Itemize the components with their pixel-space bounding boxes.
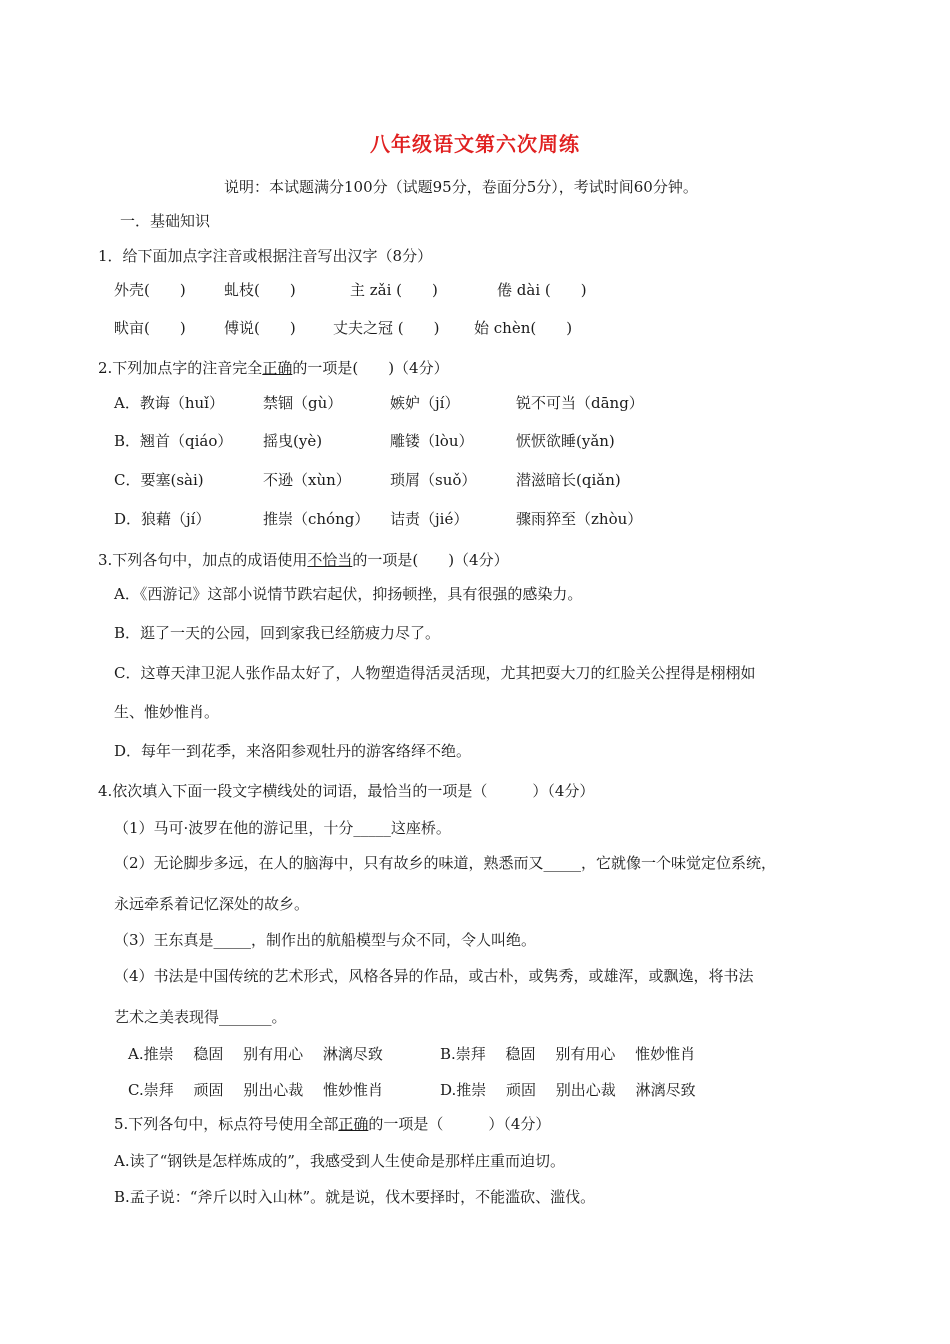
q2-option: 诘责（jié） [390,510,469,528]
q2-option: B．翘首（qiáo） [114,432,233,450]
q2-option: 不逊（xùn） [263,471,351,489]
q4-option: B.崇拜 稳固 别有用心 惟妙惟肖 [440,1045,696,1063]
q1-item: 畎亩( ) [114,319,186,337]
question-3-stem: 3.下列各句中，加点的成语使用不恰当的一项是( )（4分） [98,551,509,569]
q2-option: 摇曳(yè) [263,432,323,450]
q4-sentence-2: （2）无论脚步多远，在人的脑海中，只有故乡的味道，熟悉而又_____，它就像一个味觉定位系统， [114,854,777,872]
q2-option: 雕镂（lòu） [390,432,474,450]
q1-item: 丈夫之冠 ( ) [333,319,440,337]
question-2-stem: 2.下列加点字的注音完全正确的一项是( )（4分） [98,359,449,377]
q3-option-c-cont: 生、惟妙惟肖。 [114,703,220,721]
q2-option: 禁锢（gù） [263,394,343,412]
q2-option: 锐不可当（dāng） [516,394,644,412]
q2-option: 推崇（chóng） [263,510,370,528]
page-title: 八年级语文第六次周练 [370,132,580,156]
q2-option: 琐屑（suǒ） [390,471,477,489]
q4-option: A.推崇 稳固 别有用心 淋漓尽致 [128,1045,383,1063]
q2-option: D．狼藉（jí） [114,510,211,528]
question-1-stem: 1．给下面加点字注音或根据注音写出汉字（8分） [98,247,433,265]
q3-option-d: D．每年一到花季，来洛阳参观牡丹的游客络绎不绝。 [114,742,472,760]
question-4-stem: 4.依次填入下面一段文字横线处的词语，最恰当的一项是（ ）（4分） [98,782,595,800]
exam-note: 说明：本试题满分100分（试题95分，卷面分5分），考试时间60分钟。 [224,178,698,196]
q4-sentence-4: （4）书法是中国传统的艺术形式，风格各异的作品，或古朴，或隽秀，或雄浑，或飘逸，将书法 [114,967,754,985]
q3-option-b: B．逛了一天的公园，回到家我已经筋疲力尽了。 [114,624,441,642]
q4-sentence-4-cont: 艺术之美表现得_______。 [114,1008,287,1026]
q2-option: 潜滋暗长(qiǎn) [516,471,621,489]
q1-item: 倦 dài ( ) [497,281,587,299]
q5-option-a: A.读了“钢铁是怎样炼成的”，我感受到人生使命是那样庄重而迫切。 [114,1152,565,1170]
q2-option: 嫉妒（jí） [390,394,460,412]
q4-option: D.推崇 顽固 别出心裁 淋漓尽致 [440,1081,696,1099]
q4-sentence-2-cont: 永远牵系着记忆深处的故乡。 [114,895,310,913]
q1-item: 傅说( ) [224,319,296,337]
q3-option-a: A．《西游记》这部小说情节跌宕起伏，抑扬顿挫，具有很强的感染力。 [114,585,583,603]
section-heading: 一．基础知识 [120,212,211,230]
q1-item: 虬枝( ) [224,281,296,299]
q5-option-b: B.孟子说：“斧斤以时入山林”。就是说，伐木要择时，不能滥砍、滥伐。 [114,1188,596,1206]
q1-item: 主 zǎi ( ) [350,281,438,299]
q3-option-c: C．这尊天津卫泥人张作品太好了，人物塑造得活灵活现，尤其把耍大刀的红脸关公捏得是栩栩如 [114,664,756,682]
q1-item: 始 chèn( ) [474,319,573,337]
question-5-stem: 5.下列各句中，标点符号使用全部正确的一项是（ ）（4分） [114,1115,551,1133]
q4-sentence-3: （3）王东真是_____，制作出的航船模型与众不同，令人叫绝。 [114,931,537,949]
q2-option: 骤雨猝至（zhòu） [516,510,643,528]
q1-item: 外壳( ) [114,281,186,299]
q2-option: 恹恹欲睡(yǎn) [516,432,615,450]
q4-sentence-1: （1）马可·波罗在他的游记里，十分_____这座桥。 [114,819,451,837]
q2-option: A．教诲（huǐ） [114,394,224,412]
q2-option: C．要塞(sài) [114,471,204,489]
q4-option: C.崇拜 顽固 别出心裁 惟妙惟肖 [128,1081,384,1099]
